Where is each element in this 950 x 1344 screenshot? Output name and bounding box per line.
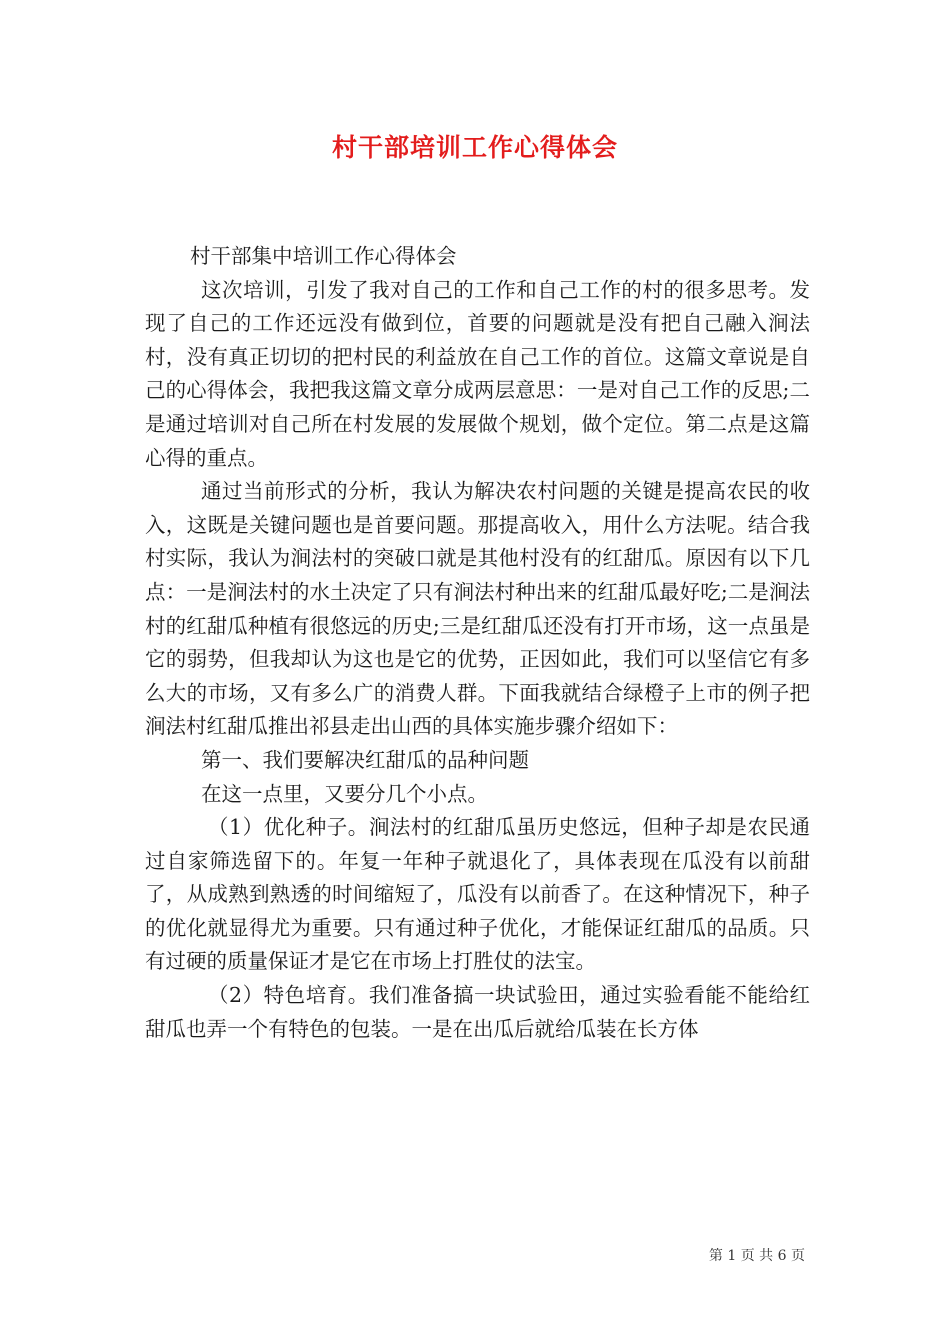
document-body [145, 240, 810, 1046]
paragraph: 这次培训，引发了我对自己的工作和自己工作的村的很多思考。发现了自己的工作还远没有做到位，首要的问题就是没有把自己融入涧法村，没有真正切切的把村民的利益放在自己工作的首位。这篇文章说是自己的心得体会，我把我这篇文章分成两层意思：一是对自己工作的反思;二是通过培训对自己所在村发展的发展做个规划，做个定位。第二点是这篇心得的重点。 [145, 277, 810, 470]
paragraph: 在这一点里，又要分几个小点。 [201, 781, 488, 806]
section-heading: 第一、我们要解决红甜瓜的品种问题 [201, 747, 529, 772]
page-number: 第 1 页 共 6 页 [708, 1248, 805, 1264]
document-title: 村干部培训工作心得体会 [331, 133, 618, 162]
paragraph: （2）特色培育。我们准备搞一块试验田，通过实验看能不能给红甜瓜也弄一个有特色的包装。一是在出瓜后就给瓜装在长方体 [145, 983, 810, 1041]
paragraph: 通过当前形式的分析，我认为解决农村问题的关键是提高农民的收入，这既是关键问题也是首要问题。那提高收入，用什么方法呢。结合我村实际，我认为涧法村的突破口就是其他村没有的红甜瓜。原因有以下几点：一是涧法村的水土决定了只有涧法村种出来的红甜瓜最好吃;二是涧法村的红甜瓜种植有很悠远的历史;三是红甜瓜还没有打开市场，这一点虽是它的弱势，但我却认为这也是它的优势，正因如此，我们可以坚信它有多么大的市场，又有多么广的消费人群。下面我就结合绿橙子上市的例子把涧法村红甜瓜推出祁县走出山西的具体实施步骤介绍如下： [145, 479, 810, 739]
paragraph-subtitle: 村干部集中培训工作心得体会 [190, 244, 457, 268]
paragraph: （1）优化种子。涧法村的红甜瓜虽历史悠远，但种子却是农民通过自家筛选留下的。年复一年种子就退化了，具体表现在瓜没有以前甜了，从成熟到熟透的时间缩短了，瓜没有以前香了。在这种情况下，种子的优化就显得尤为重要。只有通过种子优化，才能保证红甜瓜的品质。只有过硬的质量保证才是它在市场上打胜仗的法宝。 [145, 815, 810, 974]
